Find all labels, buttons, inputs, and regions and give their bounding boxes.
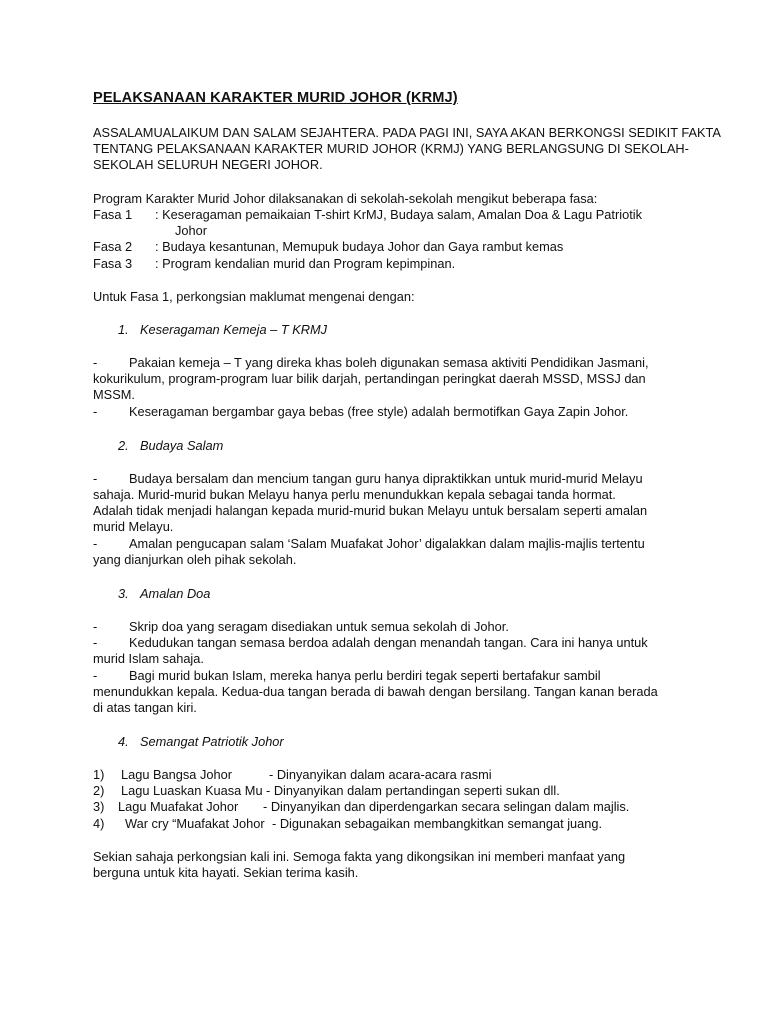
paragraph-line: murid Melayu.: [93, 519, 174, 534]
intro-line: TENTANG PELAKSANAAN KARAKTER MURID JOHOR (KRMJ) YANG BERLANGSUNG DI SEKOLAH-: [93, 141, 689, 156]
paragraph-line: menundukkan kepala. Kedua-dua tangan berada di bawah dengan bersilang. Tangan kanan berada: [93, 684, 658, 699]
paragraph-line: Keseragaman bergambar gaya bebas (free style) adalah bermotifkan Gaya Zapin Johor.: [129, 404, 629, 419]
paragraph-line: Amalan pengucapan salam ‘Salam Muafakat Johor’ digalakkan dalam majlis-majlis tertentu: [129, 536, 645, 551]
song-description: - Dinyanyikan dan diperdengarkan secara selingan dalam majlis.: [263, 799, 630, 814]
section-heading: Semangat Patriotik Johor: [140, 734, 284, 749]
phase-text: : Keseragaman pemaikaian T-shirt KrMJ, Budaya salam, Amalan Doa & Lagu Patriotik: [155, 207, 642, 222]
section-heading: Budaya Salam: [140, 438, 224, 453]
section-number: 2.: [118, 438, 129, 453]
paragraph-line: Skrip doa yang seragam disediakan untuk semua sekolah di Johor.: [129, 619, 509, 634]
paragraph-line: di atas tangan kiri.: [93, 700, 197, 715]
paragraph-line: Adalah tidak menjadi halangan kepada murid-murid bukan Melayu untuk bersalam seperti amalan: [93, 503, 648, 518]
song-number: 3): [93, 799, 105, 814]
section-heading: Keseragaman Kemeja – T KRMJ: [140, 322, 328, 337]
section-number: 1.: [118, 322, 129, 337]
song-name: War cry “Muafakat Johor: [125, 816, 265, 831]
section-number: 3.: [118, 586, 129, 601]
paragraph-line: Pakaian kemeja – T yang direka khas boleh digunakan semasa aktiviti Pendidikan Jasmani,: [129, 355, 649, 370]
intro-line: ASSALAMUALAIKUM DAN SALAM SEJAHTERA. PADA PAGI INI, SAYA AKAN BERKONGSI SEDIKIT FAKTA: [93, 125, 721, 140]
song-number: 4): [93, 816, 105, 831]
song-number: 2): [93, 783, 105, 798]
phase-text: : Program kendalian murid dan Program kepimpinan.: [155, 256, 456, 271]
phase-label: Fasa 3: [93, 256, 133, 271]
intro-line: SEKOLAH SELURUH NEGERI JOHOR.: [93, 157, 323, 172]
song-name: Lagu Bangsa Johor: [121, 767, 232, 782]
song-name: Lagu Muafakat Johor: [118, 799, 239, 814]
bullet: -: [93, 355, 98, 370]
song-description: - Dinyanyikan dalam acara-acara rasmi: [269, 767, 492, 782]
paragraph-line: Budaya bersalam dan mencium tangan guru hanya dipraktikkan untuk murid-murid Melayu: [129, 471, 643, 486]
bullet: -: [93, 404, 98, 419]
program-intro: Program Karakter Murid Johor dilaksanakan di sekolah-sekolah mengikut beberapa fasa:: [93, 191, 598, 206]
paragraph-line: murid Islam sahaja.: [93, 651, 204, 666]
closing-line: berguna untuk kita hayati. Sekian terima kasih.: [93, 865, 359, 880]
song-number: 1): [93, 767, 105, 782]
song-name: Lagu Luaskan Kuasa Mu: [121, 783, 263, 798]
song-description: - Dinyanyikan dalam pertandingan seperti sukan dll.: [266, 783, 560, 798]
phase-text: : Budaya kesantunan, Memupuk budaya Johor dan Gaya rambut kemas: [155, 239, 564, 254]
paragraph-line: kokurikulum, program-program luar bilik darjah, pertandingan peringkat daerah MSSD, MSSJ dan: [93, 371, 646, 386]
song-description: - Digunakan sebagaikan membangkitkan semangat juang.: [272, 816, 603, 831]
phase-label: Fasa 1: [93, 207, 133, 222]
fasa1-intro: Untuk Fasa 1, perkongsian maklumat mengenai dengan:: [93, 289, 415, 304]
document-title: PELAKSANAAN KARAKTER MURID JOHOR (KRMJ): [93, 90, 458, 106]
bullet: -: [93, 619, 98, 634]
bullet: -: [93, 471, 98, 486]
paragraph-line: MSSM.: [93, 387, 135, 402]
bullet: -: [93, 536, 98, 551]
bullet: -: [93, 635, 98, 650]
paragraph-line: sahaja. Murid-murid bukan Melayu hanya perlu menundukkan kepala sebagai tanda hormat.: [93, 487, 616, 502]
phase-label: Fasa 2: [93, 239, 133, 254]
section-number: 4.: [118, 734, 129, 749]
paragraph-line: Bagi murid bukan Islam, mereka hanya perlu berdiri tegak seperti bertafakur sambil: [129, 668, 601, 683]
section-heading: Amalan Doa: [140, 586, 211, 601]
paragraph-line: Kedudukan tangan semasa berdoa adalah dengan menandah tangan. Cara ini hanya untuk: [129, 635, 648, 650]
phase-text-continued: Johor: [175, 223, 208, 238]
paragraph-line: yang dianjurkan oleh pihak sekolah.: [93, 552, 297, 567]
bullet: -: [93, 668, 98, 683]
closing-line: Sekian sahaja perkongsian kali ini. Semoga fakta yang dikongsikan ini memberi manfaat yang: [93, 849, 626, 864]
